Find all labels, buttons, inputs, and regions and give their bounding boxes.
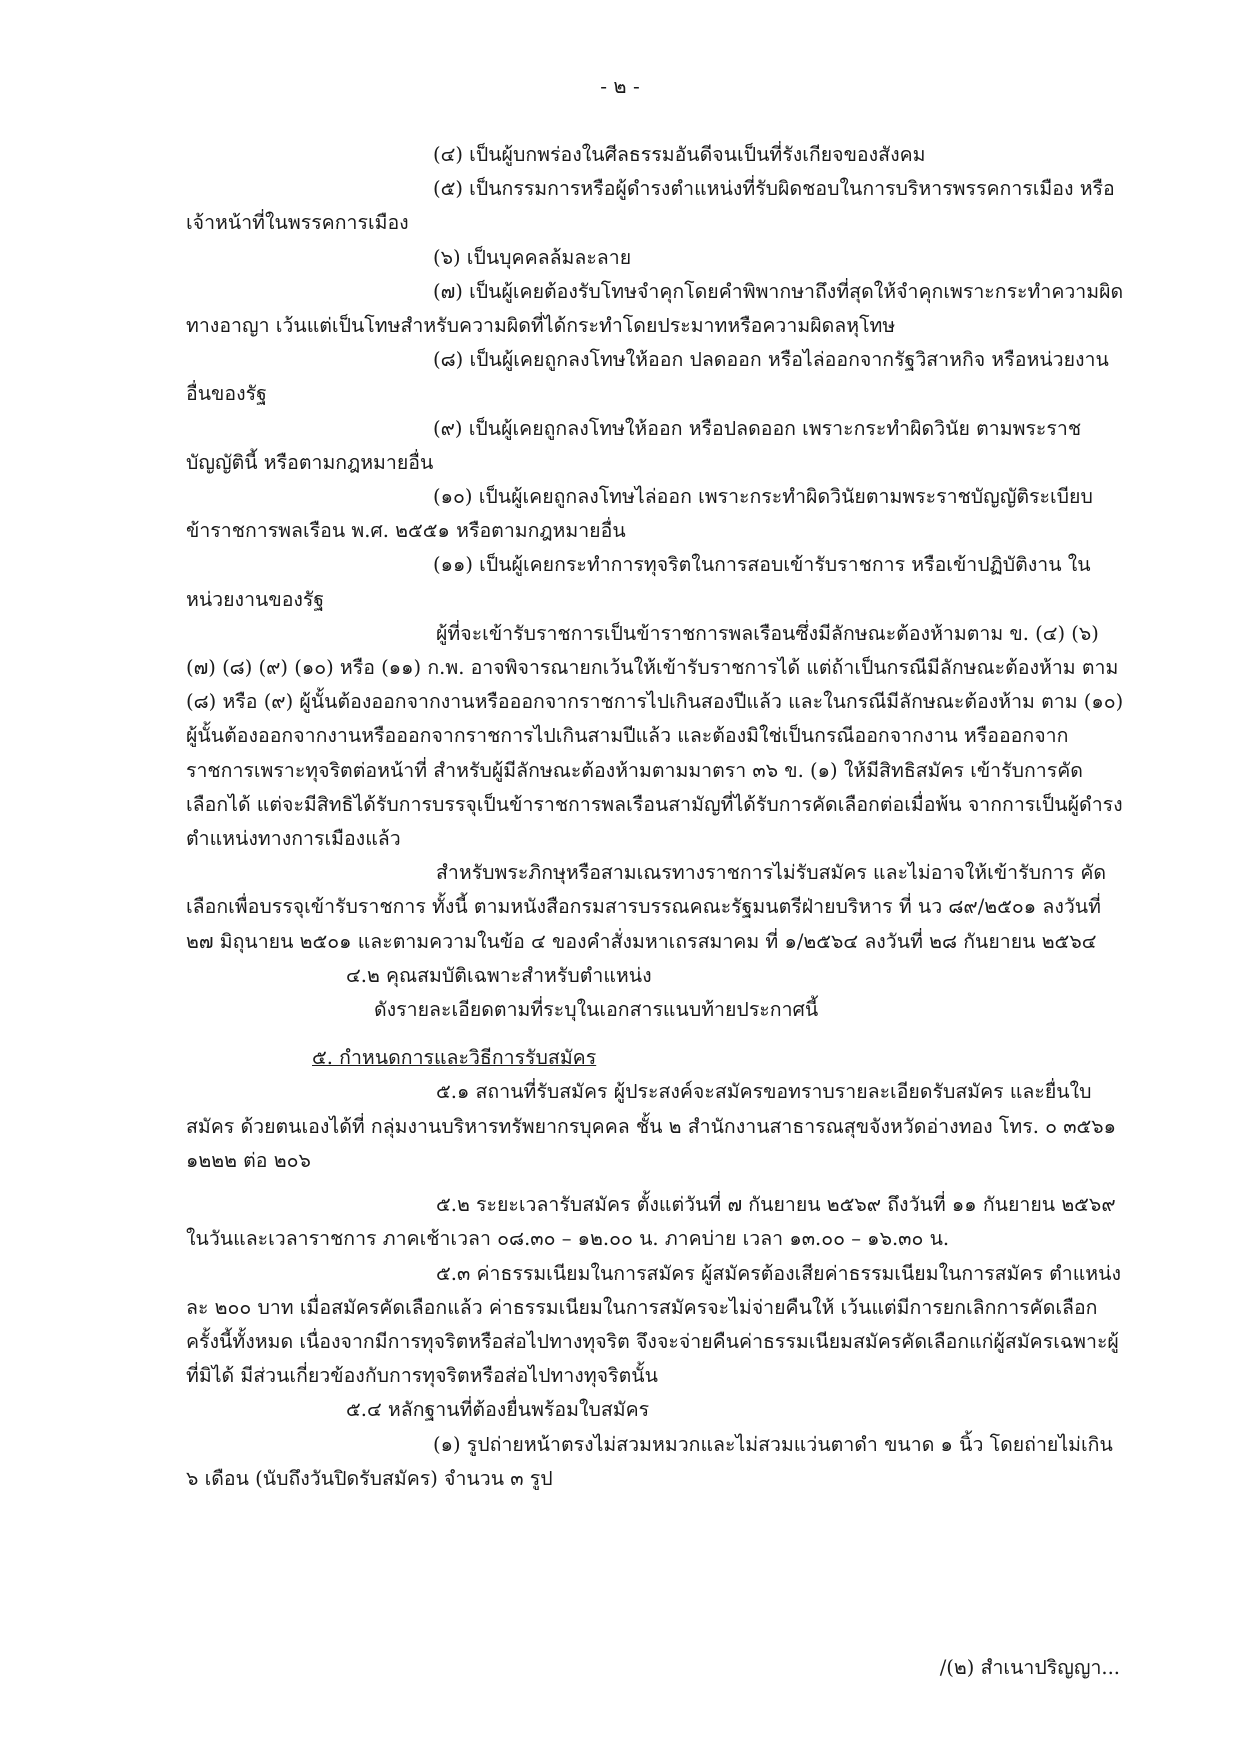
paragraph: (๖) เป็นบุคคลล้มละลาย [433, 245, 632, 269]
paragraph: (๘) เป็นผู้เคยถูกลงโทษให้ออก ปลดออก หรือไล่ออกจากรัฐวิสาหกิจ หรือหน่วยงานอื่นของรัฐ [186, 348, 1109, 406]
paragraph: ผู้ที่จะเข้ารับราชการเป็นข้าราชการพลเรือนซึ่งมีลักษณะต้องห้ามตาม ข. (๔) (๖) (๗) (๘) (๙) (๑๐) หรือ (๑๑) ก.พ. อาจพิจารณายกเว้นให้เข้ารับราชการได้ แต่ถ้าเป็นกรณีมีลักษณะต้องห้าม ตาม (๘) หรือ (๙) ผู้นั้นต้องออกจากงานหรือออกจากราชการไปเกินสองปีแล้ว และในกรณีมีลักษณะต้องห้าม ตาม (๑๐) ผู้นั้นต้องออกจากงานหรือออกจากราชการไปเกินสามปีแล้ว และต้องมิใช่เป็นกรณีออกจากงาน หรือออกจากราชการเพราะทุจริตต่อหน้าที่ สำหรับผู้มีลักษณะต้องห้ามตามมาตรา ๓๖ ข. (๑) ให้มีสิทธิสมัคร เข้ารับการคัดเลือกได้ แต่จะมีสิทธิได้รับการบรรจุเป็นข้าราชการพลเรือนสามัญที่ได้รับการคัดเลือกต่อเมื่อพ้น จากการเป็นผู้ดำรงตำแหน่งทางการเมืองแล้ว [186, 621, 1124, 851]
paragraph: สำหรับพระภิกษุหรือสามเณรทางราชการไม่รับสมัคร และไม่อาจให้เข้ารับการ คัดเลือกเพื่อบรรจุเข้ารับราชการ ทั้งนี้ ตามหนังสือกรมสารบรรณคณะรัฐมนตรีฝ่ายบริหาร ที่ นว ๘๙/๒๕๐๑ ลงวันที่ ๒๗ มิถุนายน ๒๕๐๑ และตามความในข้อ ๔ ของคำสั่งมหาเถรสมาคม ที่ ๑/๒๕๖๔ ลงวันที่ ๒๘ กันยายน ๒๕๖๔ [186, 861, 1107, 953]
paragraph [186, 1041, 1124, 1075]
paragraph: (๕) เป็นกรรมการหรือผู้ดำรงตำแหน่งที่รับผิดชอบในการบริหารพรรคการเมือง หรือเจ้าหน้าที่ในพรรคการเมือง [186, 177, 1115, 235]
paragraph: (๗) เป็นผู้เคยต้องรับโทษจำคุกโดยคำพิพากษาถึงที่สุดให้จำคุกเพราะกระทำความผิดทางอาญา เว้นแต่เป็นโทษสำหรับความผิดที่ได้กระทำโดยประมาทหรือความผิดลหุโทษ [186, 279, 1124, 338]
paragraph: (๔) เป็นผู้บกพร่องในศีลธรรมอันดีจนเป็นที่รังเกียจของสังคม [433, 143, 926, 166]
paragraph: ๕.๓ ค่าธรรมเนียมในการสมัคร ผู้สมัครต้องเสียค่าธรรมเนียมในการสมัคร ตำแหน่งละ ๒๐๐ บาท เมื่อสมัครคัดเลือกแล้ว ค่าธรรมเนียมในการสมัครจะไม่จ่ายคืนให้ เว้นแต่มีการยกเลิกการคัดเลือกครั้งนี้ทั้งหมด เนื่องจากมีการทุจริตหรือส่อไปทางทุจริต จึงจะจ่ายคืนค่าธรรมเนียมสมัครคัดเลือกแก่ผู้สมัครเฉพาะผู้ที่มิได้ มีส่วนเกี่ยวข้องกับการทุจริตหรือส่อไปทางทุจริตนั้น [186, 1261, 1122, 1388]
paragraph: ๕.๒ ระยะเวลารับสมัคร ตั้งแต่วันที่ ๗ กันยายน ๒๕๖๙ ถึงวันที่ ๑๑ กันยายน ๒๕๖๙ ในวันและเวลาราชการ ภาคเช้าเวลา ๐๘.๓๐ – ๑๒.๐๐ น. ภาคบ่าย เวลา ๑๓.๐๐ – ๑๖.๓๐ น. [186, 1193, 1116, 1251]
section-heading: ๕. กำหนดการและวิธีการรับสมัคร [312, 1046, 597, 1070]
paragraph: (๙) เป็นผู้เคยถูกลงโทษให้ออก หรือปลดออก เพราะกระทำผิดวินัย ตามพระราชบัญญัตินี้ หรือตามกฎหมายอื่น [186, 416, 1082, 474]
page-number: - ๒ - [600, 74, 640, 98]
paragraph: (๑๑) เป็นผู้เคยกระทำการทุจริตในการสอบเข้ารับราชการ หรือเข้าปฏิบัติงาน ในหน่วยงานของรัฐ [186, 553, 1091, 611]
paragraph: ๔.๒ คุณสมบัติเฉพาะสำหรับตำแหน่ง [346, 963, 652, 987]
paragraph: (๑) รูปถ่ายหน้าตรงไม่สวมหมวกและไม่สวมแว่นตาดำ ขนาด ๑ นิ้ว โดยถ่ายไม่เกิน ๖ เดือน (นับถึงวันปิดรับสมัคร) จำนวน ๓ รูป [186, 1432, 1113, 1490]
paragraph: (๑๐) เป็นผู้เคยถูกลงโทษไล่ออก เพราะกระทำผิดวินัยตามพระราชบัญญัติระเบียบ ข้าราชการพลเรือน พ.ศ. ๒๕๕๑ หรือตามกฎหมายอื่น [186, 485, 1093, 543]
continuation-note: /(๒) สำเนาปริญญา... [939, 1656, 1120, 1679]
paragraph: ๕.๑ สถานที่รับสมัคร ผู้ประสงค์จะสมัครขอทราบรายละเอียดรับสมัคร และยื่นใบสมัคร ด้วยตนเองได้ที่ กลุ่มงานบริหารทรัพยากรบุคคล ชั้น ๒ สำนักงานสาธารณสุขจังหวัดอ่างทอง โทร. ๐ ๓๕๖๑ ๑๒๒๒ ต่อ ๒๐๖ [186, 1080, 1117, 1172]
paragraph: ๕.๔ หลักฐานที่ต้องยื่นพร้อมใบสมัคร [346, 1398, 650, 1422]
document-body [186, 138, 1124, 1496]
paragraph: ดังรายละเอียดตามที่ระบุในเอกสารแนบท้ายประกาศนี้ [374, 998, 819, 1022]
